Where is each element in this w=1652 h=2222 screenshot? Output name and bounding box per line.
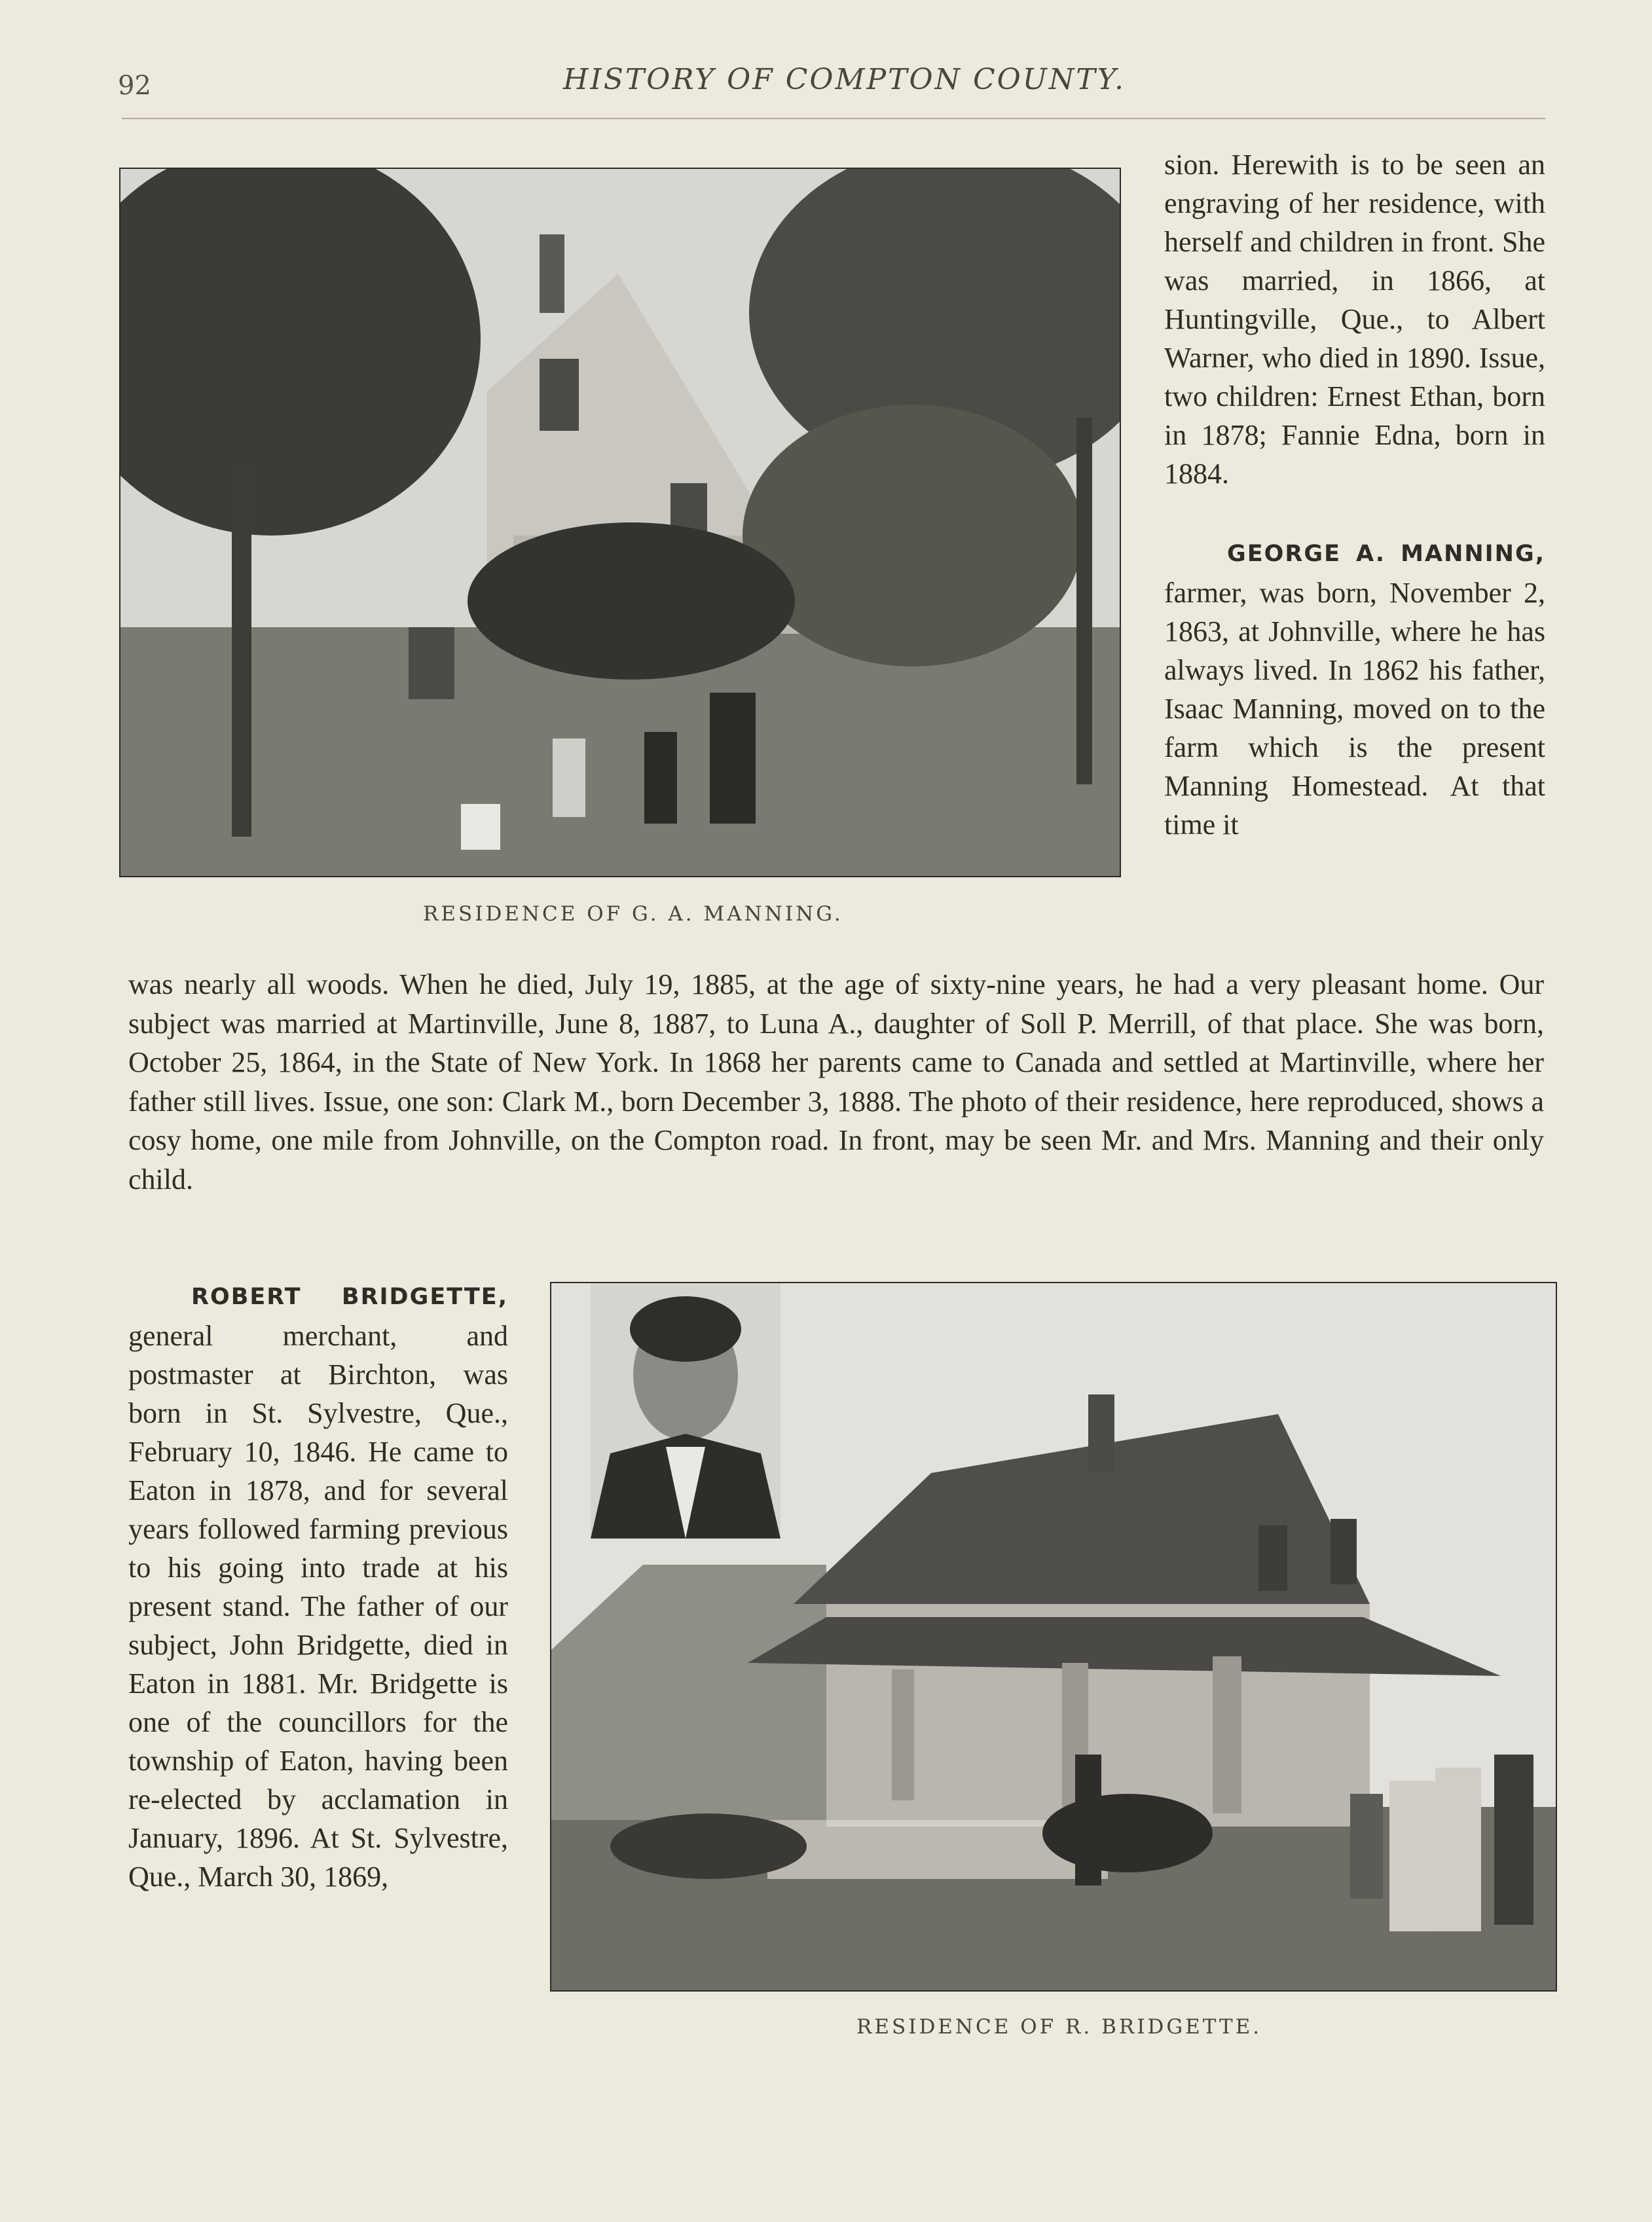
manning-heading: GEORGE A. MANNING,	[1227, 541, 1545, 567]
bridgette-column-text	[128, 1275, 508, 1896]
bridgette-body: general merchant, and postmaster at Birchton, was born in St. Sylvestre, Que., February 10, 1846. He came to Eaton in 1878, and for several years followed farming previous to his going into trade at his present stand. The father of our subject, John Bridgette, died in Eaton in 1881. Mr. Bridgette is one of the councillors for the township of Eaton, having been re-elected by acclamation in January, 1896. At St. Sylvestre, Que., March 30, 1869,	[128, 1320, 508, 1893]
page-number: 92	[118, 71, 151, 101]
bridgette-residence-photo	[550, 1282, 1557, 1992]
bridgette-entry	[128, 1275, 508, 1896]
bridgette-heading: ROBERT BRIDGETTE,	[191, 1284, 508, 1310]
manning-continued-text: was nearly all woods. When he died, July 19, 1885, at the age of sixty-nine years, he had a very pleasant home. Our subject was married at Martinville, June 8, 1887, to Luna A., daughter of Soll P. Merrill, of that place. She was born, October 25, 1864, in the State of New York. In 1868 her parents came to Canada and settled at Martinville, where her father still lives. Issue, one son: Clark M., born December 3, 1888. The photo of their residence, here reproduced, shows a cosy home, one mile from Johnville, on the Compton road. In front, may be seen Mr. and Mrs. Manning and their only child.	[128, 968, 1544, 1195]
manning-photo-caption: RESIDENCE OF G. A. MANNING.	[423, 902, 843, 926]
manning-intro: farmer, was born, November 2, 1863, at Johnville, where he has always lived. In 1862 his father, Isaac Manning, moved on to the farm which is the present Manning Homestead. At that time it	[1164, 577, 1545, 841]
manning-entry	[1164, 532, 1545, 844]
manning-residence-photo	[119, 168, 1121, 877]
continued-paragraph: sion. Herewith is to be seen an engraving of her residence, with herself and children in front. She was married, in 1866, at Huntingville, Que., to Albert Warner, who died in 1890. Issue, two children: Ernest Ethan, born in 1878; Fannie Edna, born in 1884.	[1164, 149, 1545, 490]
right-column-text	[1164, 145, 1545, 844]
header-rule	[122, 118, 1545, 119]
bridgette-photo-caption: RESIDENCE OF R. BRIDGETTE.	[856, 2015, 1262, 2039]
running-title: HISTORY OF COMPTON COUNTY.	[563, 63, 1126, 96]
